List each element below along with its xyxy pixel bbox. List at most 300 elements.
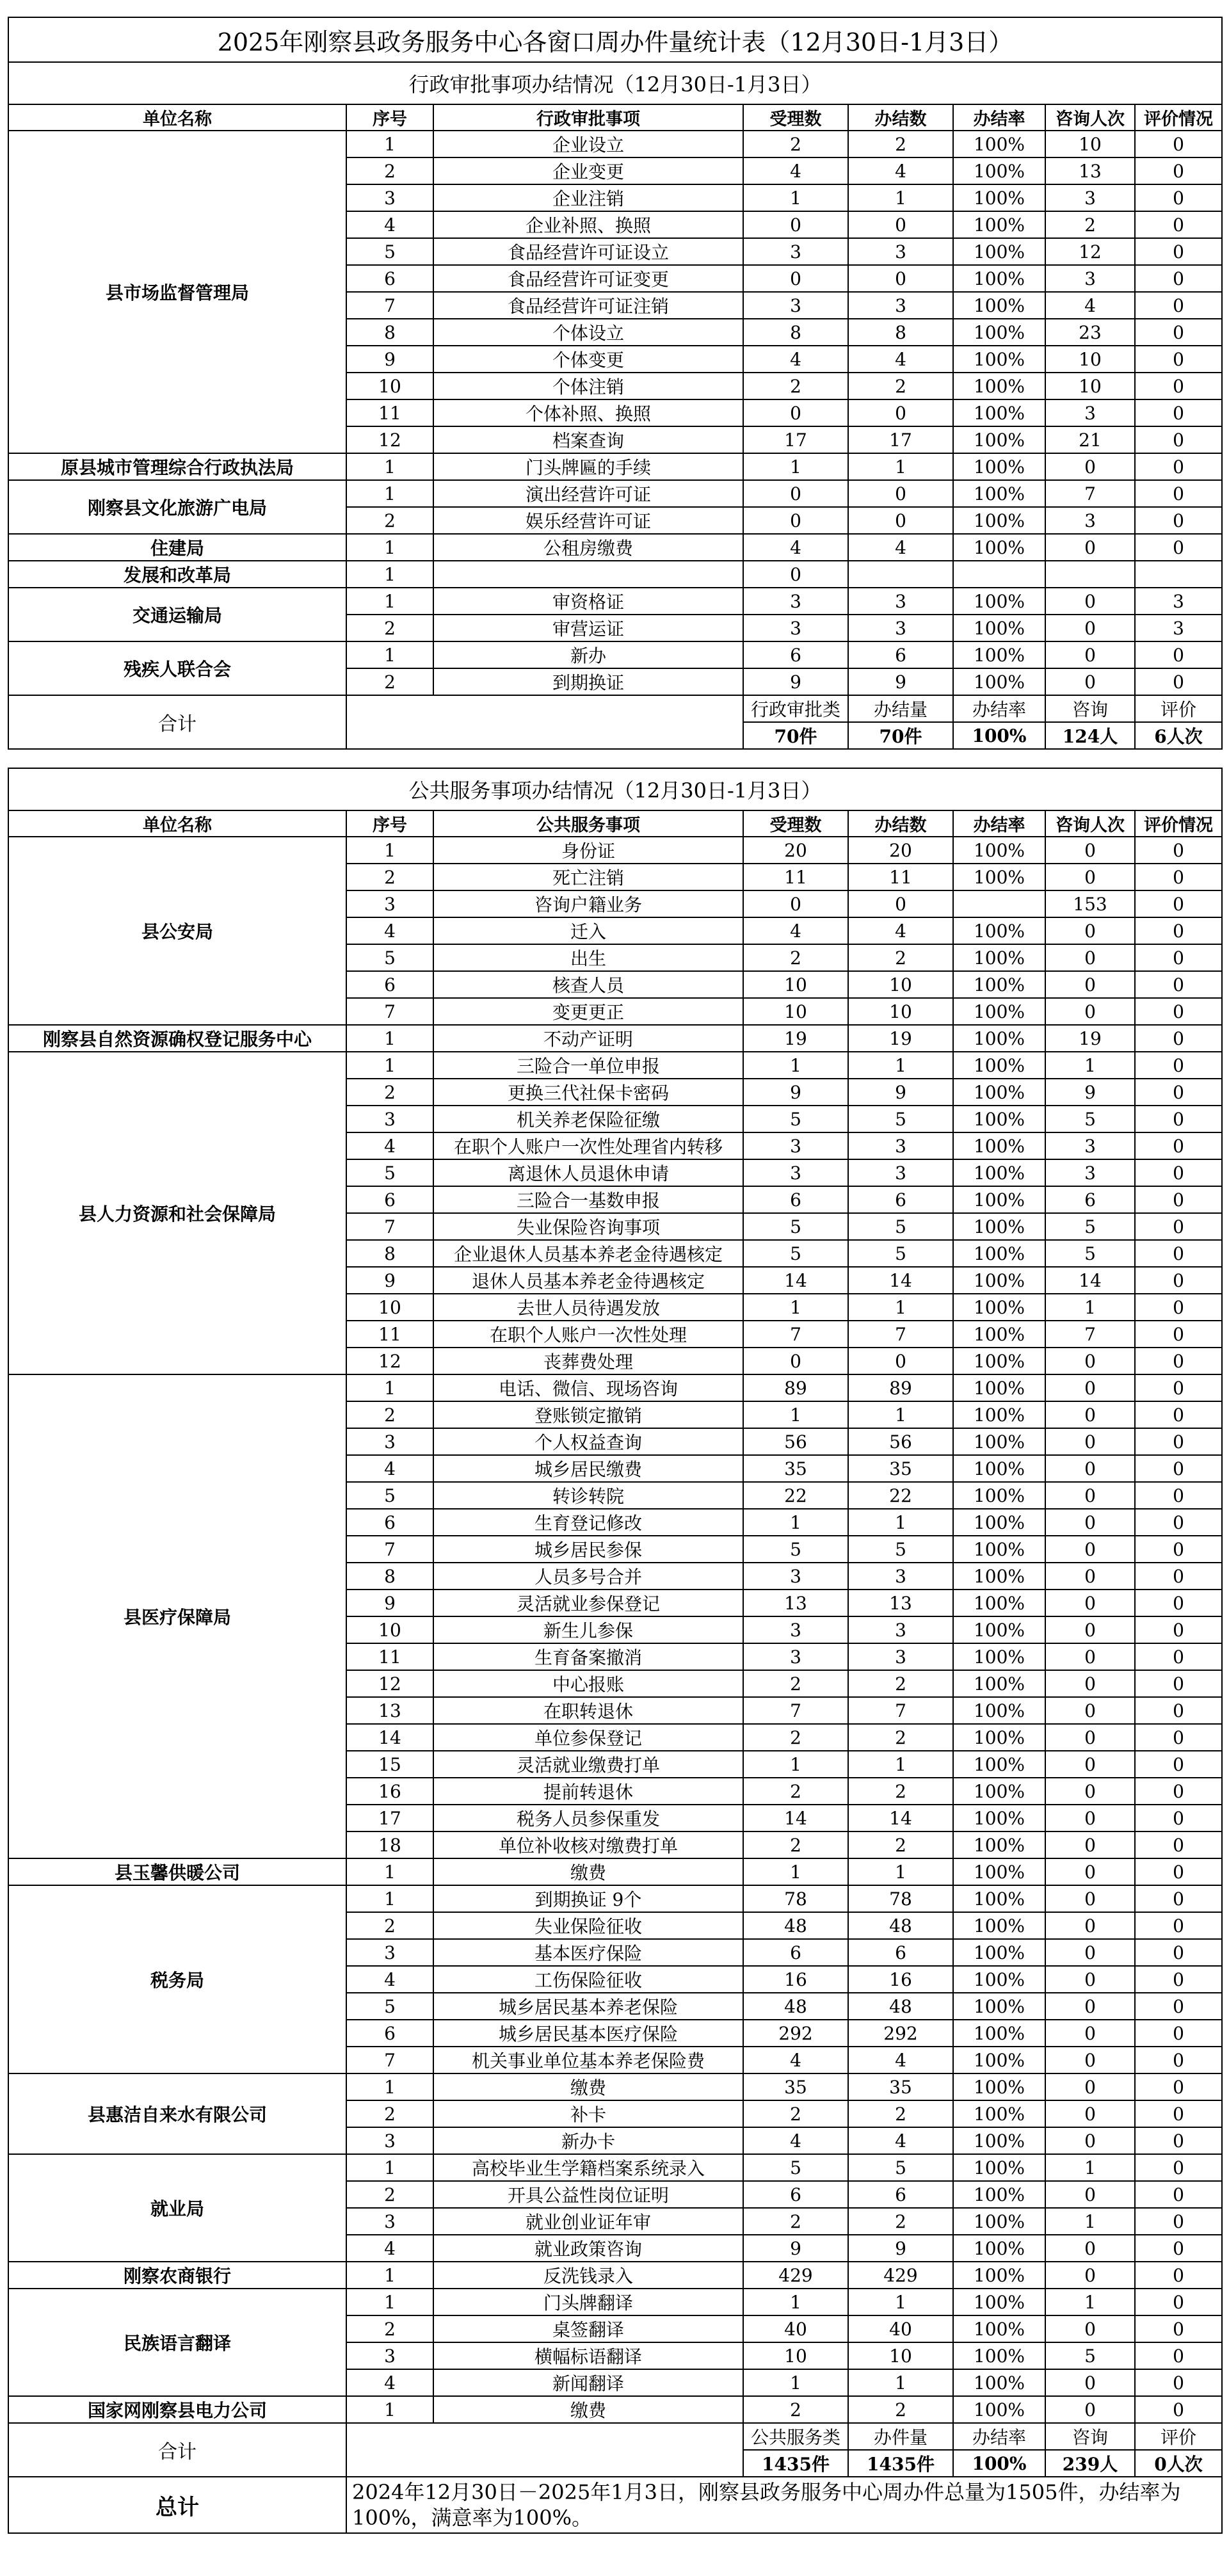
- accepted-count: 2: [743, 1724, 848, 1751]
- evaluation-count: 0: [1135, 1536, 1222, 1563]
- accepted-count: 2: [743, 2208, 848, 2235]
- evaluation-count: 0: [1135, 1993, 1222, 2020]
- completed-count: 0: [848, 480, 953, 507]
- consult-count: 0: [1045, 1831, 1135, 1858]
- item-name: [433, 561, 743, 588]
- unit-name: 县惠洁自来水有限公司: [8, 2073, 346, 2154]
- item-name: 三险合一单位申报: [433, 1052, 743, 1079]
- column-header: 行政审批事项: [433, 104, 743, 131]
- item-name: 灵活就业缴费打单: [433, 1751, 743, 1778]
- section-title-row: [8, 62, 1222, 104]
- completed-count: 2: [848, 1670, 953, 1697]
- table-row: [8, 131, 1222, 157]
- consult-count: 0: [1045, 1428, 1135, 1455]
- table-row: [8, 2289, 1222, 2315]
- completion-rate: 100%: [953, 1885, 1045, 1912]
- completion-rate: 100%: [953, 917, 1045, 944]
- evaluation-count: 0: [1135, 1778, 1222, 1805]
- table-row: [8, 641, 1222, 668]
- accepted-count: 35: [743, 2073, 848, 2100]
- accepted-count: 9: [743, 2235, 848, 2262]
- unit-name: 县市场监督管理局: [8, 131, 346, 453]
- item-number: 5: [346, 1482, 433, 1509]
- completed-count: 3: [848, 1159, 953, 1186]
- accepted-count: 0: [743, 561, 848, 588]
- completion-rate: 100%: [953, 507, 1045, 534]
- item-name: 桌签翻译: [433, 2315, 743, 2342]
- spacer-row: [8, 749, 1222, 768]
- consult-count: 1: [1045, 2289, 1135, 2315]
- item-name: 档案查询: [433, 426, 743, 453]
- summary-value: 1435件: [848, 2450, 953, 2477]
- statistics-sheet: [8, 17, 1221, 2534]
- accepted-count: 19: [743, 1025, 848, 1052]
- completion-rate: 100%: [953, 1751, 1045, 1778]
- evaluation-count: 0: [1135, 211, 1222, 238]
- evaluation-count: 0: [1135, 2369, 1222, 2396]
- item-number: 4: [346, 1966, 433, 1993]
- item-number: 12: [346, 1670, 433, 1697]
- consult-count: 1: [1045, 1294, 1135, 1321]
- consult-count: 3: [1045, 1132, 1135, 1159]
- completion-rate: 100%: [953, 2127, 1045, 2154]
- consult-count: 14: [1045, 1267, 1135, 1294]
- accepted-count: 2: [743, 2100, 848, 2127]
- column-header: 办结数: [848, 810, 953, 837]
- consult-count: 0: [1045, 2262, 1135, 2289]
- item-number: 1: [346, 1052, 433, 1079]
- completion-rate: 100%: [953, 2181, 1045, 2208]
- consult-count: 12: [1045, 238, 1135, 265]
- item-name: 新生儿参保: [433, 1616, 743, 1643]
- summary-value: 0人次: [1135, 2450, 1222, 2477]
- item-number: 5: [346, 238, 433, 265]
- summary-head: 办件量: [848, 2423, 953, 2450]
- item-number: 15: [346, 1751, 433, 1778]
- item-number: 2: [346, 2100, 433, 2127]
- accepted-count: 1: [743, 2369, 848, 2396]
- item-name: 审营运证: [433, 615, 743, 641]
- completion-rate: 100%: [953, 1321, 1045, 1348]
- table-row: [8, 1052, 1222, 1079]
- consult-count: 0: [1045, 2127, 1135, 2154]
- item-name: 退休人员基本养老金待遇核定: [433, 1267, 743, 1294]
- accepted-count: 16: [743, 1966, 848, 1993]
- completion-rate: 100%: [953, 426, 1045, 453]
- column-header: 序号: [346, 104, 433, 131]
- item-number: 3: [346, 1428, 433, 1455]
- completed-count: 1: [848, 1401, 953, 1428]
- accepted-count: 48: [743, 1912, 848, 1939]
- consult-count: 0: [1045, 1643, 1135, 1670]
- evaluation-count: 0: [1135, 1132, 1222, 1159]
- completed-count: 5: [848, 1106, 953, 1132]
- completion-rate: 100%: [953, 837, 1045, 864]
- consult-count: 5: [1045, 1106, 1135, 1132]
- table-row: [8, 561, 1222, 588]
- item-number: 1: [346, 588, 433, 615]
- consult-count: 0: [1045, 1509, 1135, 1536]
- completed-count: 2: [848, 373, 953, 399]
- accepted-count: 56: [743, 1428, 848, 1455]
- completion-rate: 100%: [953, 1536, 1045, 1563]
- completed-count: 20: [848, 837, 953, 864]
- item-number: 4: [346, 211, 433, 238]
- completion-rate: 100%: [953, 1106, 1045, 1132]
- item-number: 4: [346, 2369, 433, 2396]
- accepted-count: 1: [743, 453, 848, 480]
- accepted-count: 5: [743, 1240, 848, 1267]
- evaluation-count: 0: [1135, 837, 1222, 864]
- evaluation-count: 0: [1135, 641, 1222, 668]
- summary-value: 1435件: [743, 2450, 848, 2477]
- evaluation-count: 0: [1135, 1724, 1222, 1751]
- item-number: 8: [346, 319, 433, 346]
- consult-count: 0: [1045, 1939, 1135, 1966]
- evaluation-count: 0: [1135, 131, 1222, 157]
- table-row: [8, 1025, 1222, 1052]
- completion-rate: 100%: [953, 668, 1045, 695]
- completion-rate: 100%: [953, 641, 1045, 668]
- item-name: 失业保险咨询事项: [433, 1213, 743, 1240]
- accepted-count: 3: [743, 1616, 848, 1643]
- accepted-count: 1: [743, 1294, 848, 1321]
- completion-rate: 100%: [953, 2235, 1045, 2262]
- consult-count: 3: [1045, 184, 1135, 211]
- completion-rate: 100%: [953, 1267, 1045, 1294]
- completed-count: 2: [848, 2100, 953, 2127]
- table-row: [8, 837, 1222, 864]
- evaluation-count: 0: [1135, 1025, 1222, 1052]
- item-name: 变更更正: [433, 998, 743, 1025]
- accepted-count: 5: [743, 1536, 848, 1563]
- consult-count: 0: [1045, 1348, 1135, 1374]
- item-number: 18: [346, 1831, 433, 1858]
- completed-count: 2: [848, 2396, 953, 2423]
- accepted-count: 1: [743, 184, 848, 211]
- accepted-count: 3: [743, 1132, 848, 1159]
- evaluation-count: 0: [1135, 2315, 1222, 2342]
- completed-count: 1: [848, 2289, 953, 2315]
- unit-name: 刚察农商银行: [8, 2262, 346, 2289]
- accepted-count: 3: [743, 1643, 848, 1670]
- evaluation-count: 0: [1135, 1616, 1222, 1643]
- completion-rate: 100%: [953, 1294, 1045, 1321]
- completion-rate: 100%: [953, 1858, 1045, 1885]
- completed-count: 5: [848, 1213, 953, 1240]
- item-name: 生育登记修改: [433, 1509, 743, 1536]
- item-name: 咨询户籍业务: [433, 890, 743, 917]
- consult-count: 0: [1045, 1697, 1135, 1724]
- completed-count: 7: [848, 1321, 953, 1348]
- column-header: 办结率: [953, 104, 1045, 131]
- completion-rate: 100%: [953, 453, 1045, 480]
- item-number: 1: [346, 2289, 433, 2315]
- summary-blank: [346, 695, 743, 749]
- consult-count: 5: [1045, 2342, 1135, 2369]
- evaluation-count: 0: [1135, 157, 1222, 184]
- evaluation-count: 0: [1135, 1590, 1222, 1616]
- accepted-count: 6: [743, 1939, 848, 1966]
- consult-count: 0: [1045, 1805, 1135, 1831]
- header-row: [8, 104, 1222, 131]
- evaluation-count: 0: [1135, 890, 1222, 917]
- consult-count: 0: [1045, 917, 1135, 944]
- completion-rate: 100%: [953, 1805, 1045, 1831]
- evaluation-count: 0: [1135, 1186, 1222, 1213]
- item-number: 2: [346, 157, 433, 184]
- completion-rate: 100%: [953, 1966, 1045, 1993]
- completed-count: 14: [848, 1805, 953, 1831]
- accepted-count: 40: [743, 2315, 848, 2342]
- summary-value: 70件: [848, 722, 953, 749]
- item-number: 3: [346, 1106, 433, 1132]
- unit-name: 县人力资源和社会保障局: [8, 1052, 346, 1374]
- evaluation-count: 0: [1135, 426, 1222, 453]
- accepted-count: 1: [743, 1401, 848, 1428]
- item-name: 缴费: [433, 1858, 743, 1885]
- completed-count: [848, 561, 953, 588]
- accepted-count: 3: [743, 1159, 848, 1186]
- item-number: 1: [346, 2154, 433, 2181]
- completed-count: 3: [848, 238, 953, 265]
- accepted-count: 5: [743, 1213, 848, 1240]
- summary-head: 公共服务类: [743, 2423, 848, 2450]
- item-number: 12: [346, 426, 433, 453]
- item-name: 门头牌匾的手续: [433, 453, 743, 480]
- consult-count: 0: [1045, 2315, 1135, 2342]
- evaluation-count: 0: [1135, 864, 1222, 890]
- completed-count: 2: [848, 1831, 953, 1858]
- accepted-count: 78: [743, 1885, 848, 1912]
- section-title: 公共服务事项办结情况（12月30日-1月3日）: [8, 768, 1222, 810]
- completed-count: 11: [848, 864, 953, 890]
- item-name: 人员多号合并: [433, 1563, 743, 1590]
- completed-count: 5: [848, 1240, 953, 1267]
- consult-count: 0: [1045, 2047, 1135, 2073]
- accepted-count: 7: [743, 1697, 848, 1724]
- consult-count: 21: [1045, 426, 1135, 453]
- accepted-count: 4: [743, 534, 848, 561]
- accepted-count: 1: [743, 1052, 848, 1079]
- consult-count: 13: [1045, 157, 1135, 184]
- item-number: 1: [346, 561, 433, 588]
- table-row: [8, 2396, 1222, 2423]
- summary-head: 咨询: [1045, 2423, 1135, 2450]
- item-number: 2: [346, 2315, 433, 2342]
- completion-rate: 100%: [953, 1052, 1045, 1079]
- item-name: 高校毕业生学籍档案系统录入: [433, 2154, 743, 2181]
- evaluation-count: 0: [1135, 1401, 1222, 1428]
- evaluation-count: 0: [1135, 319, 1222, 346]
- completion-rate: 100%: [953, 1159, 1045, 1186]
- item-name: 食品经营许可证变更: [433, 265, 743, 292]
- accepted-count: 10: [743, 998, 848, 1025]
- item-name: 审资格证: [433, 588, 743, 615]
- accepted-count: 2: [743, 373, 848, 399]
- accepted-count: 4: [743, 346, 848, 373]
- total-row: [8, 2477, 1222, 2533]
- completed-count: 3: [848, 588, 953, 615]
- item-number: 1: [346, 480, 433, 507]
- evaluation-count: 0: [1135, 2073, 1222, 2100]
- consult-count: 0: [1045, 1912, 1135, 1939]
- item-name: 反洗钱录入: [433, 2262, 743, 2289]
- unit-name: 税务局: [8, 1885, 346, 2073]
- summary-head: 评价: [1135, 695, 1222, 722]
- completion-rate: 100%: [953, 2369, 1045, 2396]
- completion-rate: 100%: [953, 864, 1045, 890]
- column-header: 受理数: [743, 104, 848, 131]
- accepted-count: 7: [743, 1321, 848, 1348]
- evaluation-count: 0: [1135, 1509, 1222, 1536]
- evaluation-count: 0: [1135, 1079, 1222, 1106]
- item-name: 城乡居民基本医疗保险: [433, 2020, 743, 2047]
- evaluation-count: 0: [1135, 1213, 1222, 1240]
- evaluation-count: 0: [1135, 2047, 1222, 2073]
- accepted-count: 9: [743, 668, 848, 695]
- total-summary-text: 2024年12月30日－2025年1月3日，刚察县政务服务中心周办件总量为1505件，办结率为100%，满意率为100%。: [346, 2477, 1222, 2533]
- completed-count: 3: [848, 615, 953, 641]
- completion-rate: 100%: [953, 131, 1045, 157]
- spacer: [8, 749, 1222, 768]
- evaluation-count: 0: [1135, 480, 1222, 507]
- item-name: 核查人员: [433, 971, 743, 998]
- evaluation-count: 0: [1135, 184, 1222, 211]
- completion-rate: 100%: [953, 588, 1045, 615]
- accepted-count: 6: [743, 641, 848, 668]
- accepted-count: 10: [743, 2342, 848, 2369]
- accepted-count: 1: [743, 1858, 848, 1885]
- completed-count: 6: [848, 641, 953, 668]
- evaluation-count: 0: [1135, 1912, 1222, 1939]
- completion-rate: 100%: [953, 2342, 1045, 2369]
- item-name: 个体注销: [433, 373, 743, 399]
- summary-value: 124人: [1045, 722, 1135, 749]
- evaluation-count: 0: [1135, 1697, 1222, 1724]
- completed-count: 6: [848, 2181, 953, 2208]
- accepted-count: 0: [743, 265, 848, 292]
- consult-count: 0: [1045, 1751, 1135, 1778]
- completed-count: 17: [848, 426, 953, 453]
- completion-rate: 100%: [953, 292, 1045, 319]
- item-name: 在职转退休: [433, 1697, 743, 1724]
- item-number: 9: [346, 1590, 433, 1616]
- consult-count: 0: [1045, 971, 1135, 998]
- completed-count: 89: [848, 1374, 953, 1401]
- completed-count: 1: [848, 1294, 953, 1321]
- completed-count: 4: [848, 917, 953, 944]
- item-name: 新办卡: [433, 2127, 743, 2154]
- item-name: 登账锁定撤销: [433, 1401, 743, 1428]
- column-header: 序号: [346, 810, 433, 837]
- evaluation-count: 0: [1135, 2262, 1222, 2289]
- consult-count: 0: [1045, 1401, 1135, 1428]
- completion-rate: 100%: [953, 2047, 1045, 2073]
- item-number: 3: [346, 2127, 433, 2154]
- unit-name: 发展和改革局: [8, 561, 346, 588]
- consult-count: 0: [1045, 944, 1135, 971]
- item-name: 娱乐经营许可证: [433, 507, 743, 534]
- item-number: 1: [346, 1885, 433, 1912]
- item-name: 企业设立: [433, 131, 743, 157]
- item-number: 2: [346, 1079, 433, 1106]
- table-row: [8, 1858, 1222, 1885]
- evaluation-count: 0: [1135, 2396, 1222, 2423]
- completed-count: 6: [848, 1186, 953, 1213]
- consult-count: 0: [1045, 2073, 1135, 2100]
- unit-name: 原县城市管理综合行政执法局: [8, 453, 346, 480]
- item-number: 4: [346, 917, 433, 944]
- table-row: [8, 1885, 1222, 1912]
- completion-rate: 100%: [953, 1079, 1045, 1106]
- completed-count: 3: [848, 1563, 953, 1590]
- evaluation-count: 0: [1135, 1348, 1222, 1374]
- accepted-count: 2: [743, 131, 848, 157]
- completion-rate: 100%: [953, 1670, 1045, 1697]
- consult-count: 3: [1045, 1159, 1135, 1186]
- accepted-count: 0: [743, 399, 848, 426]
- accepted-count: 0: [743, 1348, 848, 1374]
- completion-rate: 100%: [953, 1590, 1045, 1616]
- completed-count: 10: [848, 2342, 953, 2369]
- completed-count: 4: [848, 157, 953, 184]
- evaluation-count: 0: [1135, 346, 1222, 373]
- item-number: 7: [346, 292, 433, 319]
- item-number: 1: [346, 641, 433, 668]
- evaluation-count: 0: [1135, 1751, 1222, 1778]
- completed-count: 1: [848, 1509, 953, 1536]
- accepted-count: 11: [743, 864, 848, 890]
- unit-name: 民族语言翻译: [8, 2289, 346, 2396]
- evaluation-count: 0: [1135, 1939, 1222, 1966]
- evaluation-count: 0: [1135, 292, 1222, 319]
- evaluation-count: 0: [1135, 2181, 1222, 2208]
- item-number: 1: [346, 453, 433, 480]
- item-name: 新办: [433, 641, 743, 668]
- item-number: 6: [346, 1509, 433, 1536]
- item-number: 3: [346, 2208, 433, 2235]
- consult-count: 23: [1045, 319, 1135, 346]
- completion-rate: 100%: [953, 534, 1045, 561]
- section-title-row: [8, 768, 1222, 810]
- summary-head: 行政审批类: [743, 695, 848, 722]
- accepted-count: 1: [743, 1509, 848, 1536]
- consult-count: 153: [1045, 890, 1135, 917]
- completed-count: 0: [848, 1348, 953, 1374]
- item-name: 电话、微信、现场咨询: [433, 1374, 743, 1401]
- item-number: 6: [346, 971, 433, 998]
- consult-count: 0: [1045, 588, 1135, 615]
- completed-count: 2: [848, 1724, 953, 1751]
- consult-count: 0: [1045, 864, 1135, 890]
- completion-rate: 100%: [953, 2315, 1045, 2342]
- consult-count: 0: [1045, 1563, 1135, 1590]
- evaluation-count: 0: [1135, 2020, 1222, 2047]
- item-number: 10: [346, 1294, 433, 1321]
- accepted-count: 0: [743, 480, 848, 507]
- accepted-count: 3: [743, 292, 848, 319]
- column-header: 受理数: [743, 810, 848, 837]
- consult-count: 0: [1045, 2235, 1135, 2262]
- column-header: 公共服务事项: [433, 810, 743, 837]
- item-number: 1: [346, 1025, 433, 1052]
- item-number: 1: [346, 2073, 433, 2100]
- completion-rate: 100%: [953, 2073, 1045, 2100]
- accepted-count: 22: [743, 1482, 848, 1509]
- unit-name: 县公安局: [8, 837, 346, 1025]
- completed-count: 9: [848, 668, 953, 695]
